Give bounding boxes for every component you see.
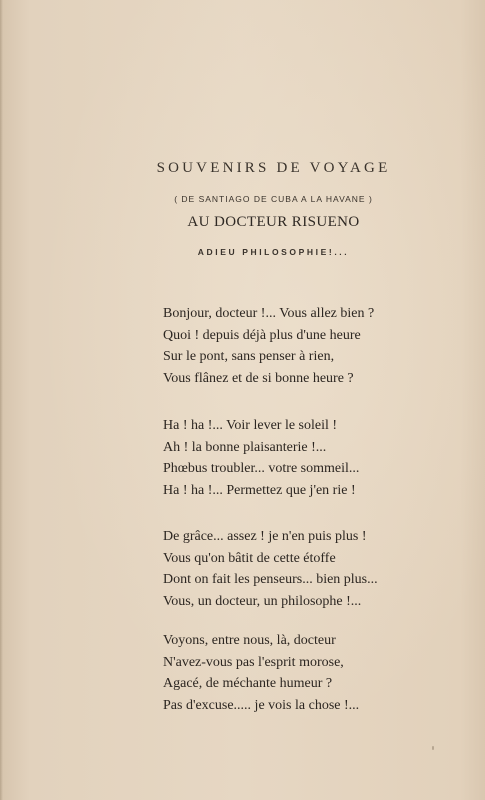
poem-line: Voyons, entre nous, là, docteur [163, 633, 336, 648]
poem-line: Vous, un docteur, un philosophe !... [163, 593, 362, 609]
poem-stanza-4 [163, 630, 463, 716]
poem-stanza-1 [163, 303, 463, 389]
poem-line: Ha ! ha !... Voir lever le soleil ! [163, 418, 338, 433]
poem-line: Sur le pont, sans penser à rien, [163, 349, 335, 364]
epigraph: ADIEU PHILOSOPHIE!... [197, 247, 350, 257]
page-subtitle: ( DE SANTIAGO DE CUBA A LA HAVANE ) [174, 194, 373, 204]
page-title: SOUVENIRS DE VOYAGE [156, 160, 391, 176]
poem-line: Bonjour, docteur !... Vous allez bien ? [163, 306, 375, 321]
poem-line: N'avez-vous pas l'esprit morose, [163, 654, 344, 670]
poem-stanza-3 [163, 526, 463, 612]
poem-stanza-2 [163, 415, 463, 501]
dedication: AU DOCTEUR RISUENO [187, 214, 360, 230]
poem-line: Vous flânez et de si bonne heure ? [163, 370, 354, 386]
poem-line: Phœbus troubler... votre sommeil... [163, 461, 360, 476]
poem-line: Vous qu'on bâtit de cette étoffe [163, 550, 336, 566]
poem-line: Pas d'excuse..... je vois la chose !... [163, 697, 360, 713]
poem-line: Quoi ! depuis déjà plus d'une heure [163, 327, 361, 343]
poem-line: Ha ! ha !... Permettez que j'en rie ! [163, 482, 356, 498]
paper-speck [432, 746, 434, 750]
poem-line: Agacé, de méchante humeur ? [163, 676, 333, 691]
poem-line: De grâce... assez ! je n'en puis plus ! [163, 529, 367, 544]
page-fold-shadow [0, 0, 3, 800]
poem-line: Ah ! la bonne plaisanterie !... [163, 439, 327, 455]
poem-line: Dont on fait les penseurs... bien plus... [163, 572, 378, 587]
